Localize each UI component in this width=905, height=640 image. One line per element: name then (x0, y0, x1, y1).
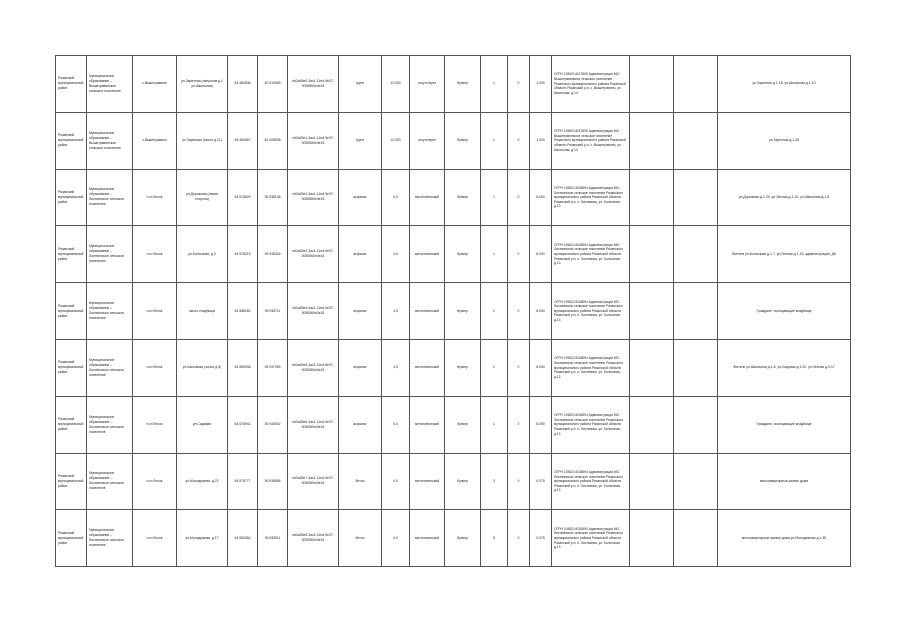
owner-cell: ОГРН 1056214018894 Администрация МО-Листвянское сельское поселение Рязанского муниципального района Рязанской области Рязанский р-н, п. Листвянка, ул. Колхозная, д.13 (552, 169, 630, 226)
locality-cell: п.ст.Лесок (133, 396, 177, 453)
table-row (56, 56, 851, 113)
area-cell: 4,0 (382, 169, 410, 226)
volume-cell: 8,000 (530, 339, 552, 396)
waste-sources-cell: Жители ул.Колхозная д.1-7, ул.Лесная д.1-15, администрация, ДК (718, 226, 851, 283)
area-cell: 12,000 (382, 112, 410, 169)
volume-cell: 8,000 (530, 396, 552, 453)
empty-cell (674, 510, 718, 567)
municipality-cell: Муниципальное образование – Листвянское сельское поселение (87, 169, 133, 226)
surface-cell: грунт (339, 112, 382, 169)
locality-cell: п.ст.Лесок (133, 169, 177, 226)
bins-planned-cell: 0 (508, 169, 530, 226)
waste-sources-cell: ул.Заречная д.1-15, ул.Школьная д.1-10 (718, 56, 851, 113)
bin-type-cell: бункер (445, 510, 481, 567)
latitude-cell: 54.578629 (228, 169, 258, 226)
registry-id-cell: ed2a49e4-3ac1-11ed-9e37-0050560e3e15 (288, 283, 339, 340)
area-cell: 4,0 (382, 283, 410, 340)
latitude-cell: 54.576941 (228, 396, 258, 453)
latitude-cell: 54.484836 (228, 56, 258, 113)
municipality-cell: Муниципальное образование – Листвянское сельское поселение (87, 396, 133, 453)
area-cell: 12,000 (382, 56, 410, 113)
table-row (56, 112, 851, 169)
municipality-cell: Муниципальное образование – Листвянское сельское поселение (87, 510, 133, 567)
owner-cell: ОГРН 1056214018894 Администрация МО-Листвянское сельское поселение Рязанского муниципального района Рязанской области Рязанский р-н, п. Листвянка, ул. Колхозная, д.13 (552, 510, 630, 567)
empty-cell (630, 453, 674, 510)
registry-id-cell: ed2a49e1-3ac1-11ed-9e37-0050560e3e15 (288, 112, 339, 169)
locality-cell: с.Вышетравино (133, 56, 177, 113)
table-row (56, 339, 851, 396)
surface-cell: асфальт (339, 339, 382, 396)
latitude-cell: 54.580060 (228, 510, 258, 567)
bins-planned-cell: 0 (508, 453, 530, 510)
fence-cell: металлический (410, 283, 445, 340)
locality-cell: п.ст.Лесок (133, 453, 177, 510)
table-body (56, 56, 851, 567)
registry-id-cell: ed2a49e7-3ac1-11ed-9e37-0050560e3e15 (288, 453, 339, 510)
waste-sources-cell: ул.Дорожная д.1-20, ул.Лесная д.1-10, ул.Школьная д.1-8 (718, 169, 851, 226)
bins-count-cell: 1 (481, 283, 508, 340)
latitude-cell: 54.484567 (228, 112, 258, 169)
owner-cell: ОГРН 1056214018894 Администрация МО-Листвянское сельское поселение Рязанского муниципального района Рязанской области Рязанский р-н, п. Листвянка, ул. Колхозная, д.13 (552, 396, 630, 453)
empty-cell (674, 226, 718, 283)
bins-planned-cell: 0 (508, 396, 530, 453)
waste-sources-cell: ул.Заречная д.1-35 (718, 112, 851, 169)
bins-count-cell: 1 (481, 169, 508, 226)
registry-id-cell: ed2a49e3-3ac1-11ed-9e37-0050560e3e15 (288, 226, 339, 283)
surface-cell: грунт (339, 56, 382, 113)
surface-cell: асфальт (339, 283, 382, 340)
longitude-cell: 39.940502 (258, 396, 288, 453)
municipality-cell: Муниципальное образование – Листвянское сельское поселение (87, 283, 133, 340)
longitude-cell: 39.938136 (258, 169, 288, 226)
bins-planned-cell: 0 (508, 510, 530, 567)
bins-planned-cell: 0 (508, 283, 530, 340)
address-cell: ул.Школьная (около д.5) (177, 339, 228, 396)
table-row (56, 510, 851, 567)
longitude-cell: 39.939911 (258, 510, 288, 567)
municipality-cell: Муниципальное образование – Листвянское сельское поселение (87, 453, 133, 510)
empty-cell (674, 339, 718, 396)
surface-cell: асфальт (339, 169, 382, 226)
empty-cell (674, 169, 718, 226)
table-row (56, 283, 851, 340)
empty-cell (674, 283, 718, 340)
surface-cell: асфальт (339, 226, 382, 283)
district-cell: Рязанский муниципальный район (56, 339, 87, 396)
empty-cell (630, 56, 674, 113)
volume-cell: 1,000 (530, 112, 552, 169)
bin-type-cell: бункер (445, 453, 481, 510)
district-cell: Рязанский муниципальный район (56, 510, 87, 567)
area-cell: 4,0 (382, 453, 410, 510)
bin-type-cell: бункер (445, 112, 481, 169)
waste-sources-cell: многоквартирные жилые дома ул.Молодежная д.1-35 (718, 510, 851, 567)
locality-cell: п.ст.Лесок (133, 510, 177, 567)
area-cell: 4,0 (382, 510, 410, 567)
registry-id-cell: ed2a49e2-3ac1-11ed-9e37-0050560e3e15 (288, 169, 339, 226)
bins-count-cell: 1 (481, 339, 508, 396)
address-cell: около кладбища (177, 283, 228, 340)
municipality-cell: Муниципальное образование – Листвянское сельское поселение (87, 226, 133, 283)
empty-cell (630, 396, 674, 453)
district-cell: Рязанский муниципальный район (56, 283, 87, 340)
bins-count-cell: 1 (481, 112, 508, 169)
district-cell: Рязанский муниципальный район (56, 112, 87, 169)
address-cell: ул.Молодежная, д.17 (177, 510, 228, 567)
district-cell: Рязанский муниципальный район (56, 226, 87, 283)
owner-cell: ОГРН 1056214018894 Администрация МО-Листвянское сельское поселение Рязанского муниципального района Рязанской области Рязанский р-н, п. Листвянка, ул. Колхозная, д.13 (552, 283, 630, 340)
empty-cell (630, 510, 674, 567)
bins-count-cell: 1 (481, 396, 508, 453)
latitude-cell: 54.578777 (228, 453, 258, 510)
locality-cell: п.ст.Лесок (133, 283, 177, 340)
owner-cell: ОГРН 1056214018894 Администрация МО-Листвянское сельское поселение Рязанского муниципального района Рязанской области Рязанский р-н, п. Листвянка, ул. Колхозная, д.13 (552, 453, 630, 510)
registry-id-cell: ed2a49e0-3ac1-11ed-9e37-0050560e3e15 (288, 56, 339, 113)
fence-cell: металлический (410, 169, 445, 226)
address-cell: ул.Дорожная (левая сторона) (177, 169, 228, 226)
municipality-cell: Муниципальное образование – Вышетравинское сельское поселение (87, 56, 133, 113)
registry-id-cell: ed2a49e8-3ac1-11ed-9e37-0050560e3e15 (288, 510, 339, 567)
bins-planned-cell: 0 (508, 226, 530, 283)
address-cell: ул.Колхозная, д.2 (177, 226, 228, 283)
latitude-cell: 54.588182 (228, 283, 258, 340)
municipality-cell: Муниципальное образование – Листвянское сельское поселение (87, 339, 133, 396)
volume-cell: 0,075 (530, 453, 552, 510)
district-cell: Рязанский муниципальный район (56, 56, 87, 113)
locality-cell: п.ст.Лесок (133, 226, 177, 283)
district-cell: Рязанский муниципальный район (56, 169, 87, 226)
bins-count-cell: 1 (481, 56, 508, 113)
waste-sources-cell: Жители ул.Школьная д.1-8, ул.Садовая д.1-20, ул.Лесная д.9-17 (718, 339, 851, 396)
district-cell: Рязанский муниципальный район (56, 396, 87, 453)
owner-cell: ОГРН 1056214017805 Администрация МО-Вышетравинское сельское поселение Рязанского муниципального района Рязанской области Рязанский р-н, с. Вышетравино, ул. Школьная, д.14 (552, 56, 630, 113)
longitude-cell: 39.935711 (258, 283, 288, 340)
area-cell: 4,0 (382, 396, 410, 453)
area-cell: 4,0 (382, 339, 410, 396)
address-cell: ул.Садовая (177, 396, 228, 453)
empty-cell (630, 169, 674, 226)
table-row (56, 453, 851, 510)
owner-cell: ОГРН 1056214018894 Администрация МО-Листвянское сельское поселение Рязанского муниципального района Рязанской области Рязанский р-н, п. Листвянка, ул. Колхозная, д.13 (552, 339, 630, 396)
registry-id-cell: ed2a49e6-3ac1-11ed-9e37-0050560e3e15 (288, 396, 339, 453)
fence-cell: металлический (410, 453, 445, 510)
waste-sources-cell: Граждане, посещающие кладбище (718, 396, 851, 453)
bin-type-cell: бункер (445, 396, 481, 453)
surface-cell: бетон (339, 453, 382, 510)
fence-cell: отсутствует (410, 56, 445, 113)
bin-type-cell: бункер (445, 283, 481, 340)
bins-count-cell: 1 (481, 226, 508, 283)
owner-cell: ОГРН 1056214017805 Администрация МО-Вышетравинское сельское поселение Рязанского муниципального района Рязанской области Рязанский р-н, с. Вышетравино, ул. Школьная, д.14 (552, 112, 630, 169)
bins-planned-cell: 0 (508, 112, 530, 169)
table-row (56, 169, 851, 226)
registry-id-cell: ed2a49e5-3ac1-11ed-9e37-0050560e3e15 (288, 339, 339, 396)
longitude-cell: 39.938315 (258, 226, 288, 283)
latitude-cell: 54.580936 (228, 339, 258, 396)
surface-cell: асфальт (339, 396, 382, 453)
owner-cell: ОГРН 1056214018894 Администрация МО-Листвянское сельское поселение Рязанского муниципального района Рязанской области Рязанский р-н, п. Листвянка, ул. Колхозная, д.13 (552, 226, 630, 283)
bin-type-cell: бункер (445, 226, 481, 283)
volume-cell: 0,075 (530, 510, 552, 567)
address-cell: ул.Молодежная, д.22 (177, 453, 228, 510)
fence-cell: металлический (410, 396, 445, 453)
empty-cell (674, 56, 718, 113)
longitude-cell: 40.008538 (258, 112, 288, 169)
bins-planned-cell: 0 (508, 339, 530, 396)
waste-sites-table (55, 55, 851, 567)
empty-cell (674, 112, 718, 169)
empty-cell (630, 112, 674, 169)
empty-cell (630, 283, 674, 340)
volume-cell: 8,000 (530, 226, 552, 283)
bin-type-cell: бункер (445, 56, 481, 113)
bins-count-cell: 5 (481, 510, 508, 567)
bins-planned-cell: 0 (508, 56, 530, 113)
empty-cell (674, 453, 718, 510)
volume-cell: 8,000 (530, 169, 552, 226)
empty-cell (674, 396, 718, 453)
district-cell: Рязанский муниципальный район (56, 453, 87, 510)
bin-type-cell: бункер (445, 339, 481, 396)
bins-count-cell: 3 (481, 453, 508, 510)
municipality-cell: Муниципальное образование – Вышетравинское сельское поселение (87, 112, 133, 169)
latitude-cell: 54.578015 (228, 226, 258, 283)
waste-sources-cell: Граждане, посещающие кладбище (718, 283, 851, 340)
bin-type-cell: бункер (445, 169, 481, 226)
fence-cell: металлический (410, 226, 445, 283)
empty-cell (630, 226, 674, 283)
address-cell: ул.Заречная (около д.21) (177, 112, 228, 169)
waste-sources-cell: многоквартирные жилые дома (718, 453, 851, 510)
area-cell: 4,0 (382, 226, 410, 283)
locality-cell: п.ст.Лесок (133, 339, 177, 396)
fence-cell: металлический (410, 510, 445, 567)
surface-cell: бетон (339, 510, 382, 567)
longitude-cell: 39.937269 (258, 339, 288, 396)
longitude-cell: 39.936556 (258, 453, 288, 510)
volume-cell: 8,000 (530, 283, 552, 340)
fence-cell: металлический (410, 339, 445, 396)
volume-cell: 1,000 (530, 56, 552, 113)
table-row (56, 396, 851, 453)
fence-cell: отсутствует (410, 112, 445, 169)
longitude-cell: 40.010669 (258, 56, 288, 113)
empty-cell (630, 339, 674, 396)
table-row (56, 226, 851, 283)
locality-cell: с.Вышетравино (133, 112, 177, 169)
address-cell: ул.Заречная (напротив д.1 ул.Школьная) (177, 56, 228, 113)
